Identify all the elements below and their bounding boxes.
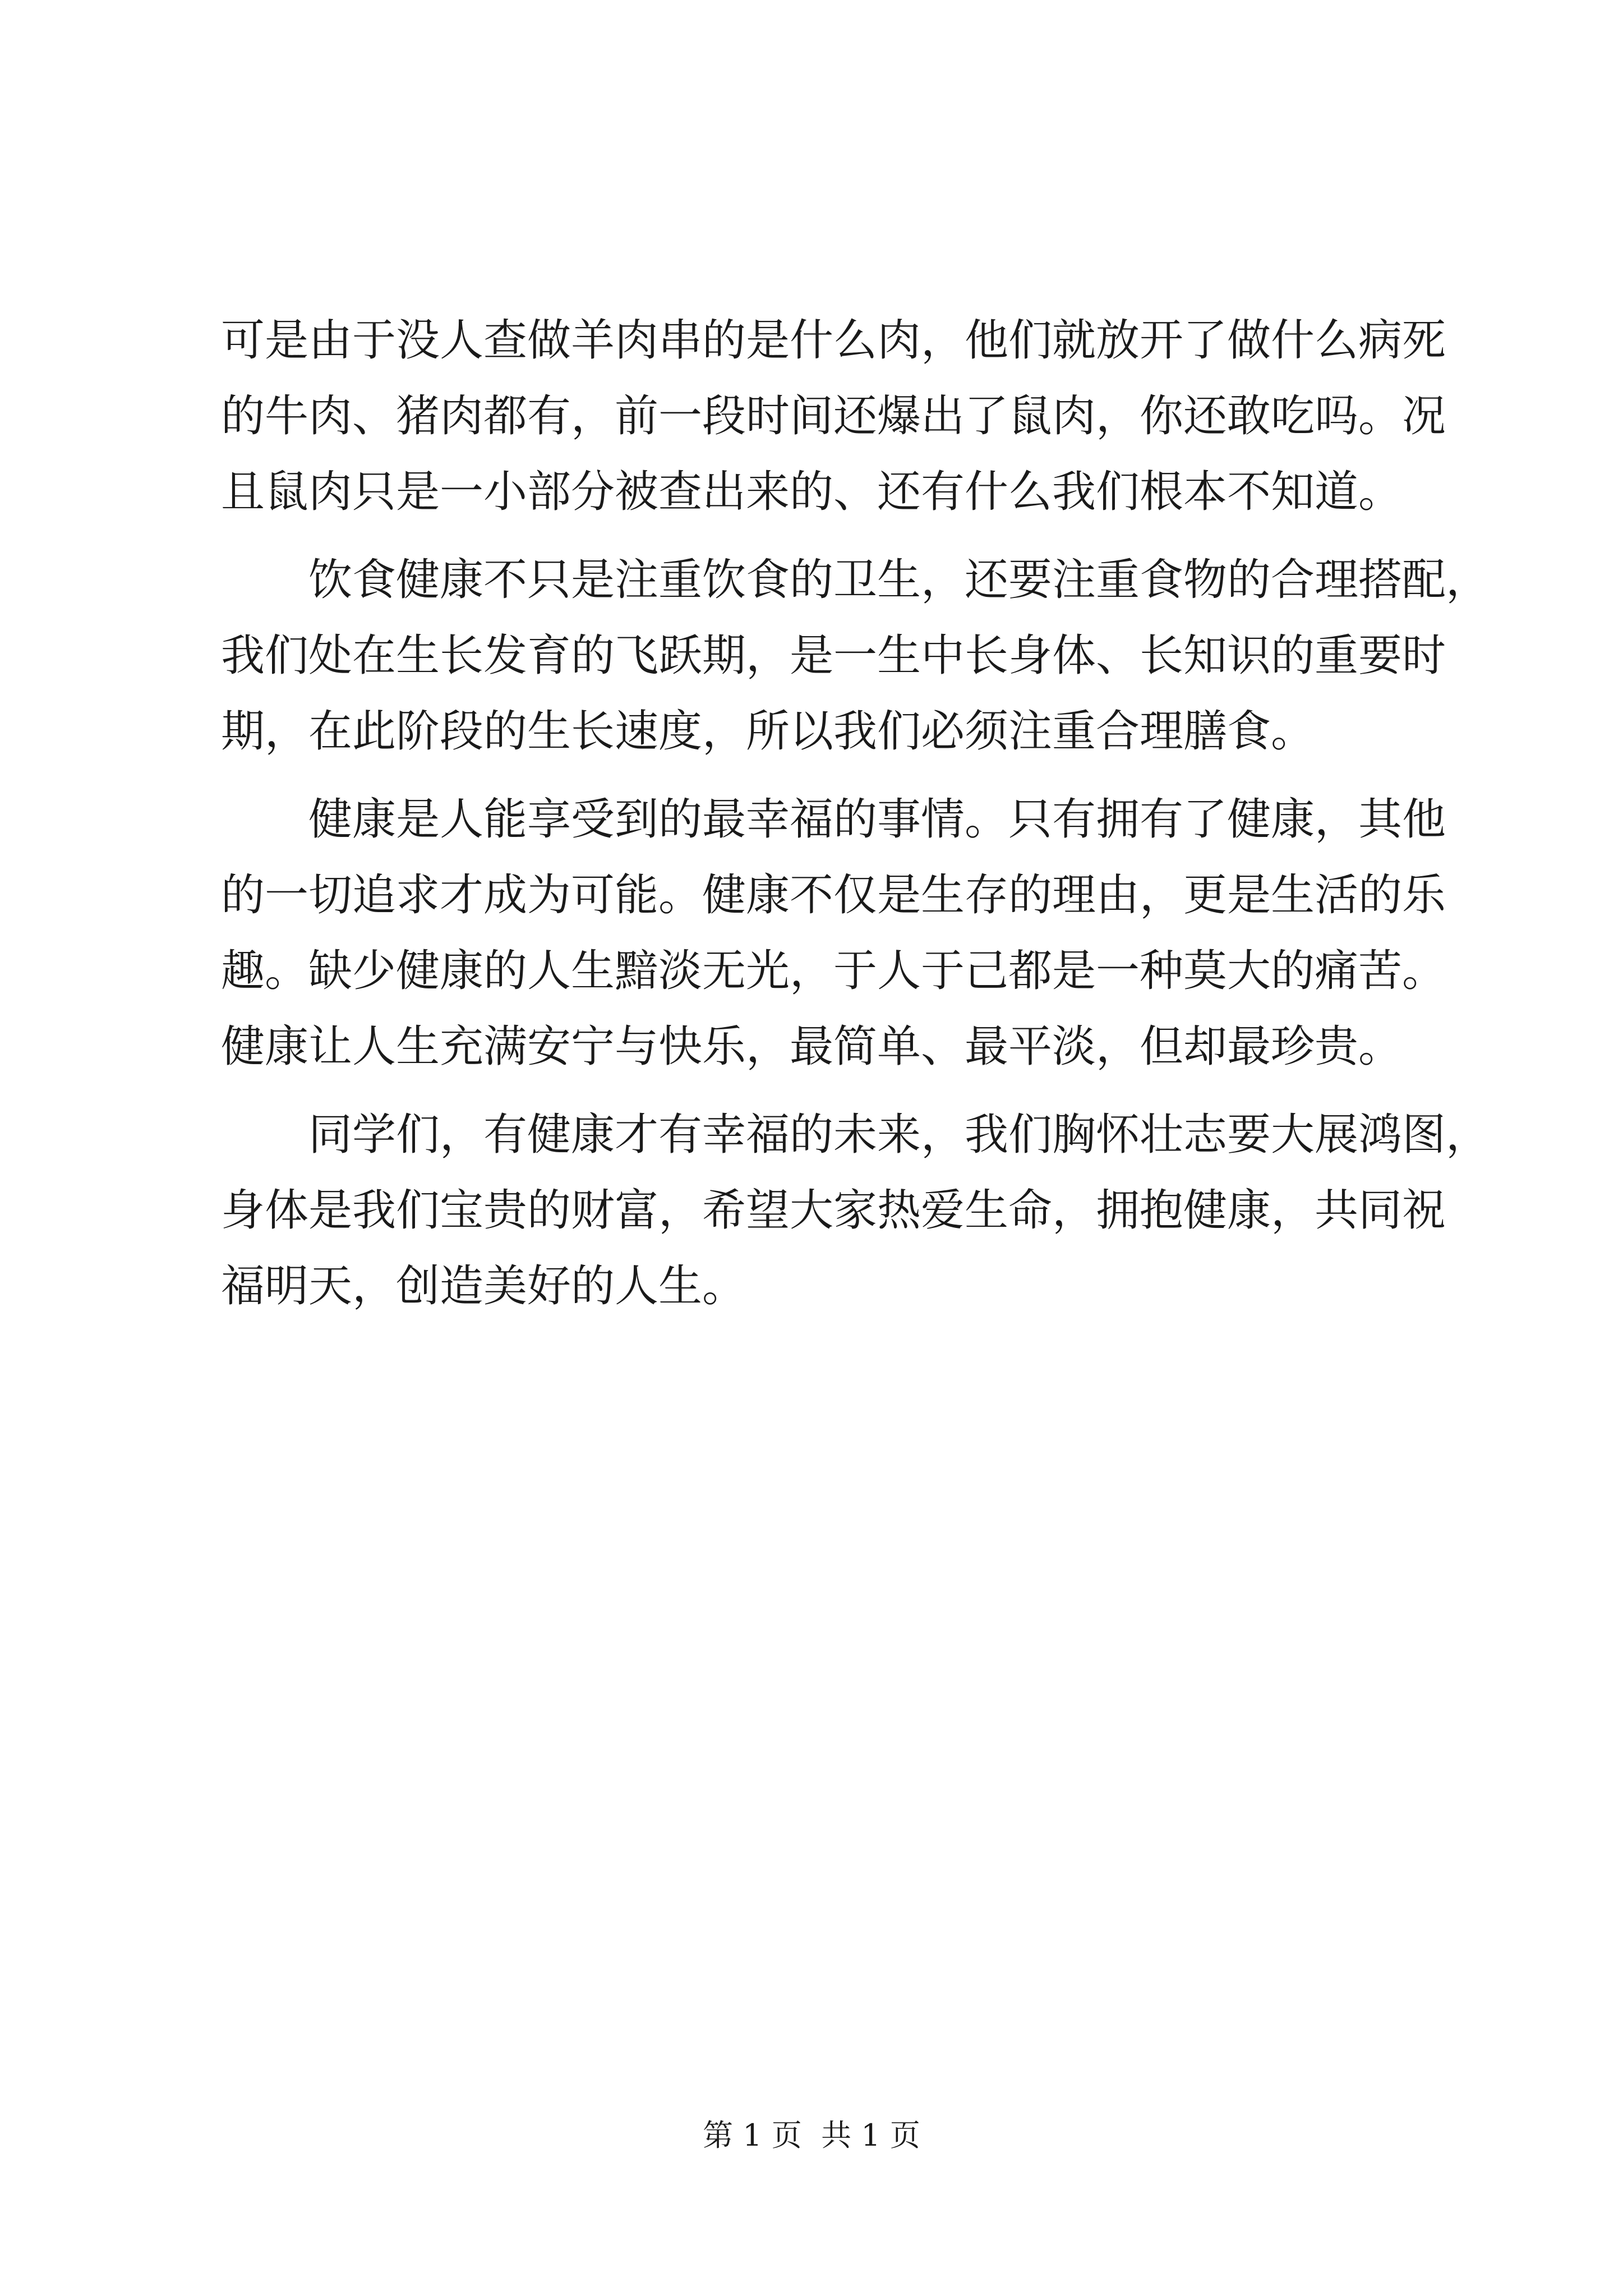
paragraph-2: [221, 542, 1490, 770]
page-number-footer: 第 1 页 共 1 页: [703, 2118, 920, 2153]
paragraph-line: 饮食健康不只是注重饮食的卫生，还要注重食物的合理搭配，: [308, 555, 1490, 605]
paragraph-line: 健康是人能享受到的最幸福的事情。只有拥有了健康，其他: [308, 794, 1446, 845]
paragraph-line: 的牛肉、猪肉都有，前一段时间还爆出了鼠肉，你还敢吃吗。况: [221, 391, 1446, 441]
paragraph-4: [221, 1097, 1490, 1324]
document-body: [221, 303, 1490, 1337]
paragraph-line: 可是由于没人查做羊肉串的是什么肉，他们就放开了做什么病死: [221, 315, 1446, 366]
paragraph-line: 福明天，创造美好的人生。: [221, 1261, 746, 1312]
paragraph-1: [221, 303, 1446, 530]
paragraph-line: 且鼠肉只是一小部分被查出来的、还有什么我们根本不知道。: [221, 467, 1403, 517]
paragraph-line: 健康让人生充满安宁与快乐，最简单、最平淡，但却最珍贵。: [221, 1022, 1403, 1072]
paragraph-line: 我们处在生长发育的飞跃期，是一生中长身体、长知识的重要时: [221, 631, 1446, 681]
paragraph-line: 期，在此阶段的生长速度，所以我们必须注重合理膳食。: [221, 706, 1315, 757]
paragraph-3: [221, 782, 1446, 1085]
paragraph-line: 的一切追求才成为可能。健康不仅是生存的理由，更是生活的乐: [221, 870, 1446, 921]
paragraph-line: 趣。缺少健康的人生黯淡无光，于人于己都是一种莫大的痛苦。: [221, 946, 1446, 996]
paragraph-line: 同学们，有健康才有幸福的未来，我们胸怀壮志要大展鸿图，: [308, 1110, 1490, 1160]
paragraph-line: 身体是我们宝贵的财富，希望大家热爱生命，拥抱健康，共同祝: [221, 1185, 1446, 1236]
